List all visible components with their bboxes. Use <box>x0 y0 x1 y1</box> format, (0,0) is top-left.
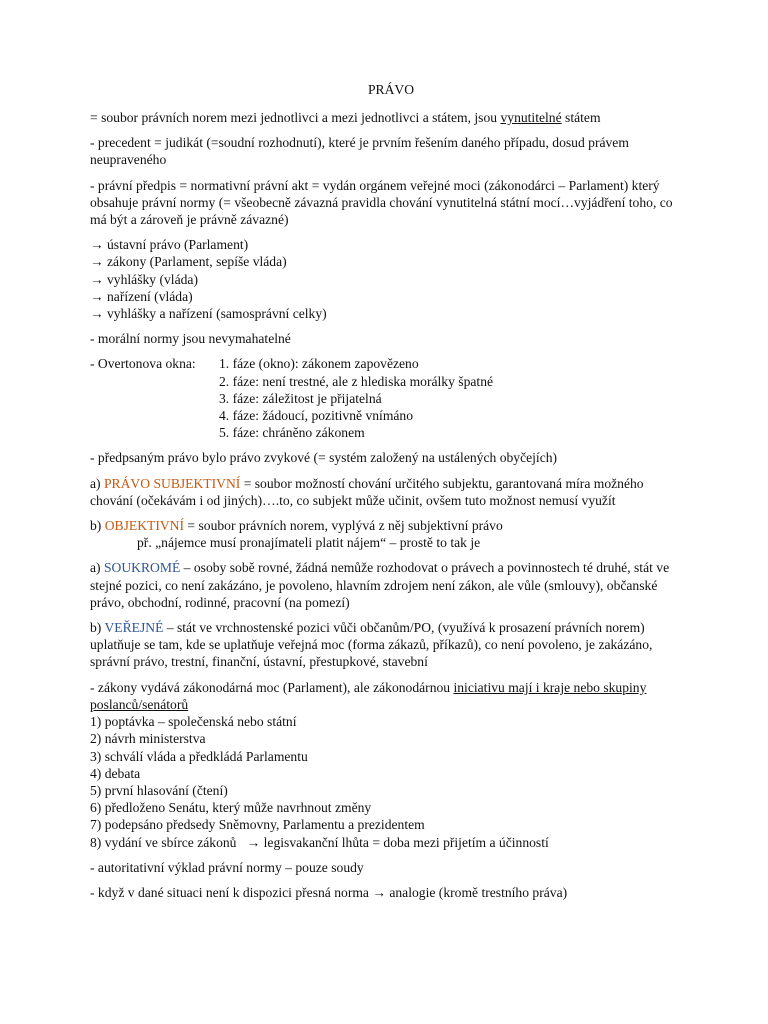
customary-law-paragraph: - předpsaným právo bylo právo zvykové (= systém založený na ustálených obyčejích) <box>90 450 558 466</box>
definition-paragraph <box>90 109 690 126</box>
objective-law-term: OBJEKTIVNÍ <box>104 518 185 534</box>
list-item: 2. fáze: není trestné, ale z hlediska morálky špatné <box>219 373 494 389</box>
list-item: 2) návrh ministerstva <box>90 731 206 747</box>
definition-text: = soubor právních norem mezi jednotlivci a mezi jednotlivci a státem, jsou <box>90 110 501 125</box>
legislation-intro <box>90 679 690 713</box>
public-law-term: VEŘEJNÉ <box>104 620 164 636</box>
list-item: 5) první hlasování (čtení) <box>90 782 228 798</box>
item-marker: b) <box>90 620 105 636</box>
list-item: 3) schválí vláda a předkládá Parlamentu <box>90 748 308 764</box>
list-item: 4) debata <box>90 765 141 781</box>
underlined-term: vynutitelné <box>500 110 562 125</box>
public-law-text: – stát ve vrchnostenské pozici vůči občanům/PO, (využívá k prosazení právních norem) uplatňuje se tam, kde se uplatňuje veřejná moc (forma zákazů, příkazů), co není povoleno, je zakázáno, správní právo, trestní, finanční, ústavní, přestupkové, stavební <box>90 620 653 670</box>
item-marker: a) <box>90 475 104 491</box>
overton-label: - Overtonova okna: <box>90 356 196 372</box>
interpretation-paragraph: - autoritativní výklad právní normy – pouze soudy <box>90 859 364 875</box>
list-item: 3. fáze: záležitost je přijatelná <box>219 390 382 406</box>
list-item: 7) podepsáno předsedy Sněmovny, Parlamentu a prezidentem <box>90 817 425 833</box>
list-item: 6) předloženo Senátu, který může navrhnout změny <box>90 800 372 816</box>
legal-regulation-paragraph: - právní předpis = normativní právní akt = vydán orgánem veřejné moci (zákonodárci – Parlament) který obsahuje právní normy (= všeobecně závazná pravidla chování vynutitelná státní mocí…vyjádření toho, co má být a zároveň je právně závazné) <box>90 177 673 228</box>
private-law-term: SOUKROMÉ <box>103 560 181 576</box>
objective-law-paragraph <box>90 517 690 551</box>
definition-text-end: státem <box>561 110 601 125</box>
overton-window-list <box>90 355 690 441</box>
item-marker: b) <box>90 518 105 534</box>
legislative-process-block <box>90 679 690 851</box>
subjective-law-paragraph <box>90 475 690 509</box>
private-law-paragraph <box>90 559 690 611</box>
list-item: → nařízení (vláda) <box>90 288 193 304</box>
item-marker: a) <box>90 560 104 576</box>
objective-law-text: = soubor právních norem, vyplývá z něj subjektivní právo <box>184 518 503 534</box>
document-page <box>90 82 690 909</box>
subjective-law-term: PRÁVO SUBJEKTIVNÍ <box>103 475 241 491</box>
analogy-paragraph: - když v dané situaci není k dispozici přesná norma → analogie (kromě trestního práva) <box>90 884 568 900</box>
list-item: 1) poptávka – společenská nebo státní <box>90 714 297 730</box>
legislative-initiative-underlined: iniciativu mají i kraje nebo skupiny poslanců/senátorů <box>90 679 647 712</box>
list-item: → zákony (Parlament, sepíše vláda) <box>90 254 287 270</box>
private-law-text: – osoby sobě rovné, žádná nemůže rozhodovat o právech a povinnostech té druhé, stát ve stejné pozici, co není zakázáno, je povoleno, hlavním zdrojem není zákon, ale vůle (smlouvy), občanské právo, obchodní, rodinné, pracovní (na pomezí) <box>90 560 670 610</box>
public-law-paragraph <box>90 619 690 671</box>
subjective-law-text: = soubor možností chování určitého subjektu, garantovaná míra možného chování (očekávám i od jiných)….to, co subjekt může učinit, ovšem tuto možnost nemusí využít <box>90 475 644 508</box>
list-item: → ústavní právo (Parlament) <box>90 237 249 253</box>
objective-law-example: př. „nájemce musí pronajímateli platit nájem“ – prostě to tak je <box>137 535 481 551</box>
precedent-paragraph: - precedent = judikát (=soudní rozhodnutí), které je prvním řešením daného případu, dosud právem neupraveného <box>90 135 629 168</box>
page-title: PRÁVO <box>367 82 415 97</box>
list-item: 1. fáze (okno): zákonem zapovězeno <box>219 356 419 372</box>
hierarchy-list <box>90 236 690 322</box>
list-item: 8) vydání ve sbírce zákonů → legisvakanční lhůta = doba mezi přijetím a účinností <box>90 834 549 850</box>
list-item: 4. fáze: žádoucí, pozitivně vnímáno <box>219 408 414 424</box>
legislation-text: - zákony vydává zákonodárná moc (Parlament), ale zákonodárnou <box>90 679 454 695</box>
list-item: 5. fáze: chráněno zákonem <box>219 425 365 441</box>
list-item: → vyhlášky a nařízení (samosprávní celky) <box>90 306 327 322</box>
list-item: → vyhlášky (vláda) <box>90 271 198 287</box>
moral-norms-paragraph: - morální normy jsou nevymahatelné <box>90 331 291 347</box>
